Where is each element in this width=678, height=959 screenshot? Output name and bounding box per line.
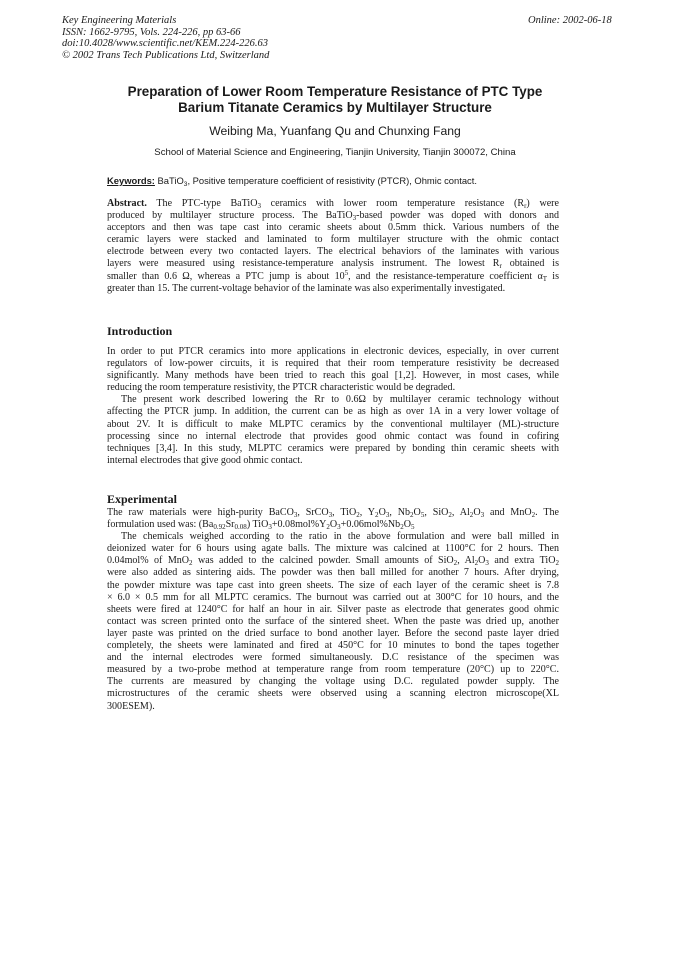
subscript: 3 (485, 559, 489, 568)
subscript: 2 (400, 523, 404, 532)
text-run: layers were measured using resistance-temperature analysis instrument. The lowest R (107, 258, 500, 270)
text-run: is (547, 270, 560, 282)
text-run: O (413, 507, 421, 518)
text-run: O (378, 507, 386, 518)
exp-line: completely, the sheets were laminated and fired at 450°C for 10 minutes to bond the tapes together (107, 640, 559, 652)
paper-title (100, 84, 570, 116)
exp-line: and the internal electrodes were formed simultaneously. D.C resistance of the specimen was (107, 652, 559, 664)
text-run: Sr (225, 519, 235, 531)
exp-line: contact was screen printed onto the surface of the sintered sheet. When the paste was dried up, another (107, 615, 559, 627)
subscript: 0.92 (213, 523, 226, 532)
exp-line: The chemicals weighed according to the ratio in the above formulation and were ball milled in (121, 531, 559, 543)
intro-line: processing since no internal electrode that provides good ohmic contact was found in cofiring (107, 430, 559, 442)
keywords-text-rest: , Positive temperature coefficient of resistivity (PTCR), Ohmic contact. (187, 175, 477, 186)
text-run: obtained is (501, 258, 559, 270)
subscript: r (524, 202, 527, 210)
subscript: 2 (189, 559, 193, 568)
exp-line: measured by a two-probe method at temperature range from room temperature (20°C) up to 220°C. (107, 664, 559, 676)
abstract-line (107, 258, 559, 270)
intro-line: In order to put PTCR ceramics into more applications in electronic devices, especially, in over current (107, 346, 559, 357)
exp-line: The currents are measured by changing the voltage using D.C. regulated powder supply. The (107, 676, 559, 688)
exp-line: were also added as sintering aids. The powder was then ball milled for another 7 hours. After drying, (107, 567, 559, 579)
exp-line: deionized water for 6 hours using agate balls. The mixture was calcined at 1100°C for 2 hours. Then (107, 543, 559, 555)
subscript: 3 (352, 214, 357, 223)
superscript: 5 (344, 268, 349, 277)
text-run: , Y (359, 507, 376, 518)
text-run: 0.04mol% of MnO (107, 555, 190, 567)
intro-line: regulators of low-power circuits, it is required that their room temperature resistivity be decreased (107, 358, 559, 370)
subscript: 2 (356, 511, 360, 519)
abstract-line (107, 198, 559, 210)
text-run: O (403, 519, 411, 531)
text-run: and extra TiO (488, 555, 556, 567)
abstract-paragraph (107, 198, 559, 295)
text-run: . The (535, 507, 559, 518)
affiliation: School of Material Science and Engineering, Tianjin University, Tianjin 300072, China (154, 147, 516, 158)
subscript: 3 (268, 523, 272, 532)
text-run: The PTC-type BaTiO (146, 198, 258, 209)
text-run: and MnO (484, 507, 532, 518)
subscript: 3 (328, 511, 333, 519)
text-run: ) TiO (246, 519, 269, 531)
abstract-label: Abstract. (107, 198, 147, 209)
subscript: 2 (555, 559, 559, 568)
text-run: O (473, 507, 481, 518)
abstract-line (107, 268, 560, 283)
text-run: +0.08mol%Y (271, 519, 327, 531)
keywords (107, 175, 477, 186)
text-run: , Nb (389, 507, 411, 518)
subscript: 5 (420, 511, 425, 519)
subscript: 2 (326, 523, 330, 532)
exp-line (107, 507, 559, 519)
text-run: , SiO (424, 507, 449, 518)
subscript: 2 (375, 511, 379, 519)
journal-header (62, 15, 269, 61)
abstract-line: electrode between every two contacted layers. The electrical behaviors of the laminates with various (107, 246, 559, 258)
intro-line: The present work described lowering the Rr to 0.6Ω by multilayer ceramic technology without (121, 394, 559, 406)
keywords-text: BaTiO (154, 175, 184, 186)
exp-line: microstructures of the ceramic sheets were observed using a scanning electron microscope(XL (107, 688, 559, 700)
subscript: 3 (293, 511, 298, 519)
intro-line: significantly. Many methods have been tried to reach this goal [1,2]. However, in most cases, while (107, 370, 559, 382)
text-run: was added to the calcined powder. Small amounts of SiO (192, 555, 454, 567)
abstract-line: ceramic layers were stacked and laminated to form multilayer structure with the ohmic contact (107, 234, 559, 246)
exp-line: × 6.0 × 0.5 mm for all MLPTC ceramics. The burnout was carried out at 300°C for 10 hours, and the (107, 591, 559, 603)
text-run: ceramics with lower room temperature resistance (R (260, 198, 525, 209)
text-run: smaller than 0.6 Ω, whereas a PTC jump is about 10 (107, 270, 345, 282)
exp-line: 300ESEM). (107, 700, 155, 712)
text-run: , Al (451, 507, 470, 518)
subscript: 2 (453, 559, 458, 568)
exp-line: sheets were fired at 1240°C for half an hour in air. Silver paste as electrode that generates good ohmic (107, 603, 559, 615)
text-run: , Al (457, 555, 475, 567)
subscript: 3 (480, 511, 485, 519)
author-list: Weibing Ma, Yuanfang Qu and Chunxing Fang (209, 124, 461, 138)
keywords-label: Keywords: (107, 175, 155, 186)
doi-line: doi:10.4028/www.scientific.net/KEM.224-226.63 (62, 38, 268, 50)
text-run: O (329, 519, 338, 531)
exp-line: layer paste was printed on the dried surface to bond another layer. Before the second paste layer dried (107, 627, 559, 639)
text-run: O (478, 555, 486, 567)
subscript: 3 (337, 523, 341, 532)
text-run: , TiO (332, 507, 357, 518)
text-run: , and the resistance-temperature coefficient α (348, 270, 543, 282)
abstract-line: greater than 15. The current-voltage behavior of the laminate was also experimentally investigated. (107, 282, 506, 294)
text-run: -based powder was doped with donors and (356, 210, 559, 222)
text-run: , SrCO (297, 507, 329, 518)
experimental-heading: Experimental (107, 492, 177, 506)
intro-line: about 2V. It is difficult to make MLPTC ceramics by the conventional multilayer (ML)-structure (107, 418, 559, 430)
intro-line: internal electrodes that give good ohmic contact. (107, 454, 303, 466)
exp-line (107, 519, 559, 531)
keywords-sub: 3 (183, 181, 188, 188)
intro-line: reducing the room temperature resistivity, the PTCR characteristic would be degraded. (107, 382, 456, 394)
intro-line: techniques [3,4]. In this study, MLPTC ceramics were prepared by bonding thin ceramic sheets with (107, 442, 559, 454)
text-run: produced by multilayer structure process. The BaTiO (107, 210, 353, 222)
introduction-paragraph (107, 346, 559, 467)
intro-line: affecting the PTCR jump. In addition, the current can be as high as over 1A in a very lower voltage of (107, 406, 559, 418)
subscript: r (499, 262, 502, 271)
subscript: 2 (410, 511, 414, 519)
text-run: The raw materials were high-purity BaCO (107, 507, 294, 518)
abstract-line (107, 210, 559, 222)
online-date: Online: 2002-06-18 (528, 15, 612, 26)
subscript: 2 (531, 511, 536, 519)
text-run: +0.06mol%Nb (340, 519, 401, 531)
text-run: ) were (526, 198, 559, 209)
title-line-1: Preparation of Lower Room Temperature Resistance of PTC Type (127, 84, 543, 99)
subscript: 5 (410, 523, 415, 532)
subscript: 3 (385, 511, 390, 519)
exp-line (107, 555, 559, 567)
subscript: 2 (469, 511, 474, 519)
issn-line: ISSN: 1662-9795, Vols. 224-226, pp 63-66 (62, 26, 241, 38)
subscript: 2 (474, 559, 479, 568)
text-run: formulation used was: (Ba (107, 519, 214, 531)
abstract-line: acceptors and then was tape cast into ceramic sheets about 0.5mm thick. Various numbers of the (107, 222, 559, 234)
experimental-paragraph (107, 507, 559, 713)
title-line-2: Barium Titanate Ceramics by Multilayer Structure (178, 100, 492, 115)
introduction-heading: Introduction (107, 324, 173, 338)
subscript: 0.08 (234, 523, 247, 532)
exp-line: the powder mixture was tape cast into green sheets. The size of each layer of the ceramic sheet is 7.8 (107, 579, 559, 591)
subscript: T (542, 274, 548, 283)
subscript: 2 (448, 511, 452, 519)
journal-name: Key Engineering Materials (62, 15, 177, 26)
subscript: 3 (257, 202, 261, 210)
copyright-line: © 2002 Trans Tech Publications Ltd, Switzerland (62, 49, 270, 61)
